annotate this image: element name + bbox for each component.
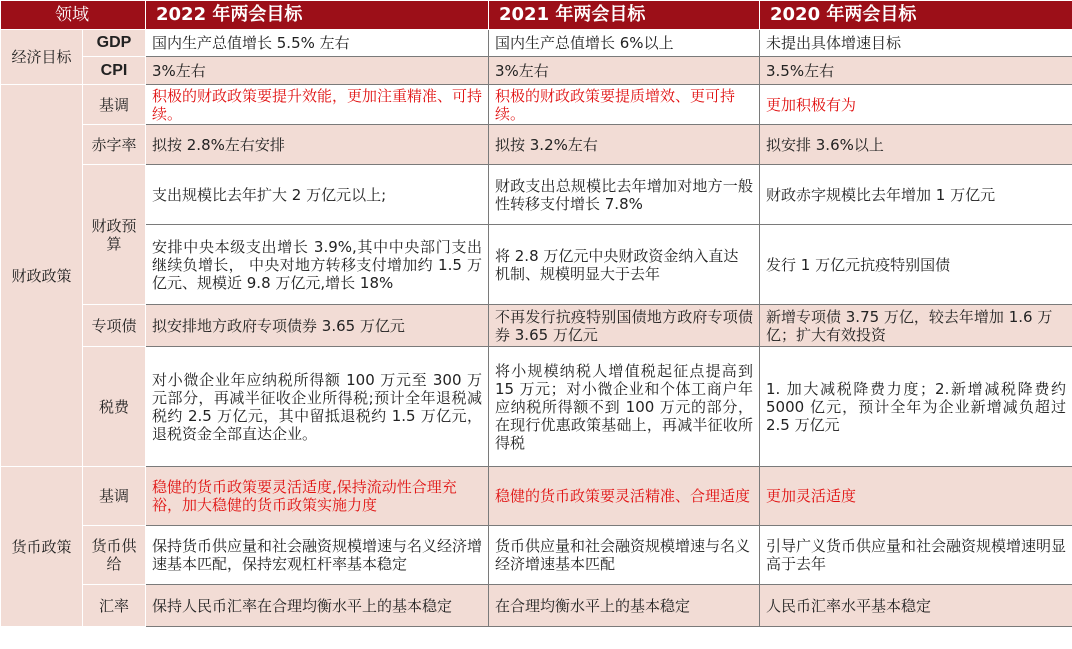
cell-gdp-2022: 国内生产总值增长 5.5% 左右 <box>146 30 489 57</box>
header-2020: 2020 年两会目标 <box>760 1 1072 30</box>
cell-deficit-2022: 拟按 2.8%左右安排 <box>146 125 489 165</box>
sub-cpi: CPI <box>83 57 146 85</box>
cell-tax-2020: 1. 加大减税降费力度；2.新增减税降费约 5000 亿元，预计全年为企业新增减负超过 2.5 万亿元 <box>760 347 1072 467</box>
cell-bonds-2021: 不再发行抗疫特别国债地方政府专项债券 3.65 万亿元 <box>489 305 760 347</box>
header-row <box>1 1 1072 30</box>
cell-budget2-2021: 将 2.8 万亿元中央财政资金纳入直达机制、规模明显大于去年 <box>489 225 760 305</box>
cell-mtone-2020: 更加灵活适度 <box>760 467 1072 526</box>
sub-gdp: GDP <box>83 30 146 57</box>
sub-tax: 税费 <box>83 347 146 467</box>
cell-gdp-2020: 未提出具体增速目标 <box>760 30 1072 57</box>
cell-fx-2021: 在合理均衡水平上的基本稳定 <box>489 585 760 627</box>
cell-budget1-2021: 财政支出总规模比去年增加对地方一般性转移支付增长 7.8% <box>489 165 760 225</box>
sub-deficit: 赤字率 <box>83 125 146 165</box>
cell-bonds-2022: 拟安排地方政府专项债券 3.65 万亿元 <box>146 305 489 347</box>
header-2022: 2022 年两会目标 <box>146 1 489 30</box>
header-domain: 领域 <box>1 1 146 30</box>
cell-deficit-2020: 拟安排 3.6%以上 <box>760 125 1072 165</box>
category-monetary: 货币政策 <box>1 467 83 627</box>
sub-fiscal-tone: 基调 <box>83 85 146 125</box>
row-budget-2 <box>1 225 1072 305</box>
row-special-bonds <box>1 305 1072 347</box>
header-2021: 2021 年两会目标 <box>489 1 760 30</box>
cell-deficit-2021: 拟按 3.2%左右 <box>489 125 760 165</box>
cell-tax-2021: 将小规模纳税人增值税起征点提高到 15 万元；对小微企业和个体工商户年应纳税所得额不到 100 万元的部分，在现行优惠政策基础上，再减半征收所得税 <box>489 347 760 467</box>
sub-budget: 财政预算 <box>83 165 146 305</box>
cell-bonds-2020: 新增专项债 3.75 万亿，较去年增加 1.6 万亿；扩大有效投资 <box>760 305 1072 347</box>
cell-supply-2021: 货币供应量和社会融资规模增速与名义经济增速基本匹配 <box>489 526 760 585</box>
sub-monetary-tone: 基调 <box>83 467 146 526</box>
row-deficit <box>1 125 1072 165</box>
row-gdp <box>1 30 1072 57</box>
cell-tax-2022: 对小微企业年应纳税所得额 100 万元至 300 万元部分，再减半征收企业所得税;预计全年退税减税约 2.5 万亿元，其中留抵退税约 1.5 万亿元，退税资金全部直达企业。 <box>146 347 489 467</box>
cell-fiscal-tone-2021: 积极的财政政策要提质增效、更可持续。 <box>489 85 760 125</box>
row-tax <box>1 347 1072 467</box>
cell-supply-2022: 保持货币供应量和社会融资规模增速与名义经济增速基本匹配，保持宏观杠杆率基本稳定 <box>146 526 489 585</box>
sub-money-supply: 货币供给 <box>83 526 146 585</box>
row-money-supply <box>1 526 1072 585</box>
cell-supply-2020: 引导广义货币供应量和社会融资规模增速明显高于去年 <box>760 526 1072 585</box>
row-monetary-tone <box>1 467 1072 526</box>
row-cpi <box>1 57 1072 85</box>
cell-fx-2022: 保持人民币汇率在合理均衡水平上的基本稳定 <box>146 585 489 627</box>
cell-cpi-2022: 3%左右 <box>146 57 489 85</box>
category-economy: 经济目标 <box>1 30 83 85</box>
cell-fiscal-tone-2020: 更加积极有为 <box>760 85 1072 125</box>
cell-budget2-2020: 发行 1 万亿元抗疫特别国债 <box>760 225 1072 305</box>
sub-fx: 汇率 <box>83 585 146 627</box>
cell-cpi-2020: 3.5%左右 <box>760 57 1072 85</box>
row-fx <box>1 585 1072 627</box>
cell-cpi-2021: 3%左右 <box>489 57 760 85</box>
cell-mtone-2021: 稳健的货币政策要灵活精准、合理适度 <box>489 467 760 526</box>
row-fiscal-tone <box>1 85 1072 125</box>
cell-fiscal-tone-2022: 积极的财政政策要提升效能，更加注重精准、可持续。 <box>146 85 489 125</box>
row-budget-1 <box>1 165 1072 225</box>
cell-fx-2020: 人民币汇率水平基本稳定 <box>760 585 1072 627</box>
cell-budget1-2022: 支出规模比去年扩大 2 万亿元以上; <box>146 165 489 225</box>
cell-budget1-2020: 财政赤字规模比去年增加 1 万亿元 <box>760 165 1072 225</box>
cell-budget2-2022: 安排中央本级支出增长 3.9%,其中中央部门支出继续负增长， 中央对地方转移支付增加约 1.5 万亿元、规模近 9.8 万亿元,增长 18% <box>146 225 489 305</box>
cell-mtone-2022: 稳健的货币政策要灵活适度,保持流动性合理充裕，加大稳健的货币政策实施力度 <box>146 467 489 526</box>
sub-special-bonds: 专项债 <box>83 305 146 347</box>
category-fiscal: 财政政策 <box>1 85 83 467</box>
cell-gdp-2021: 国内生产总值增长 6%以上 <box>489 30 760 57</box>
